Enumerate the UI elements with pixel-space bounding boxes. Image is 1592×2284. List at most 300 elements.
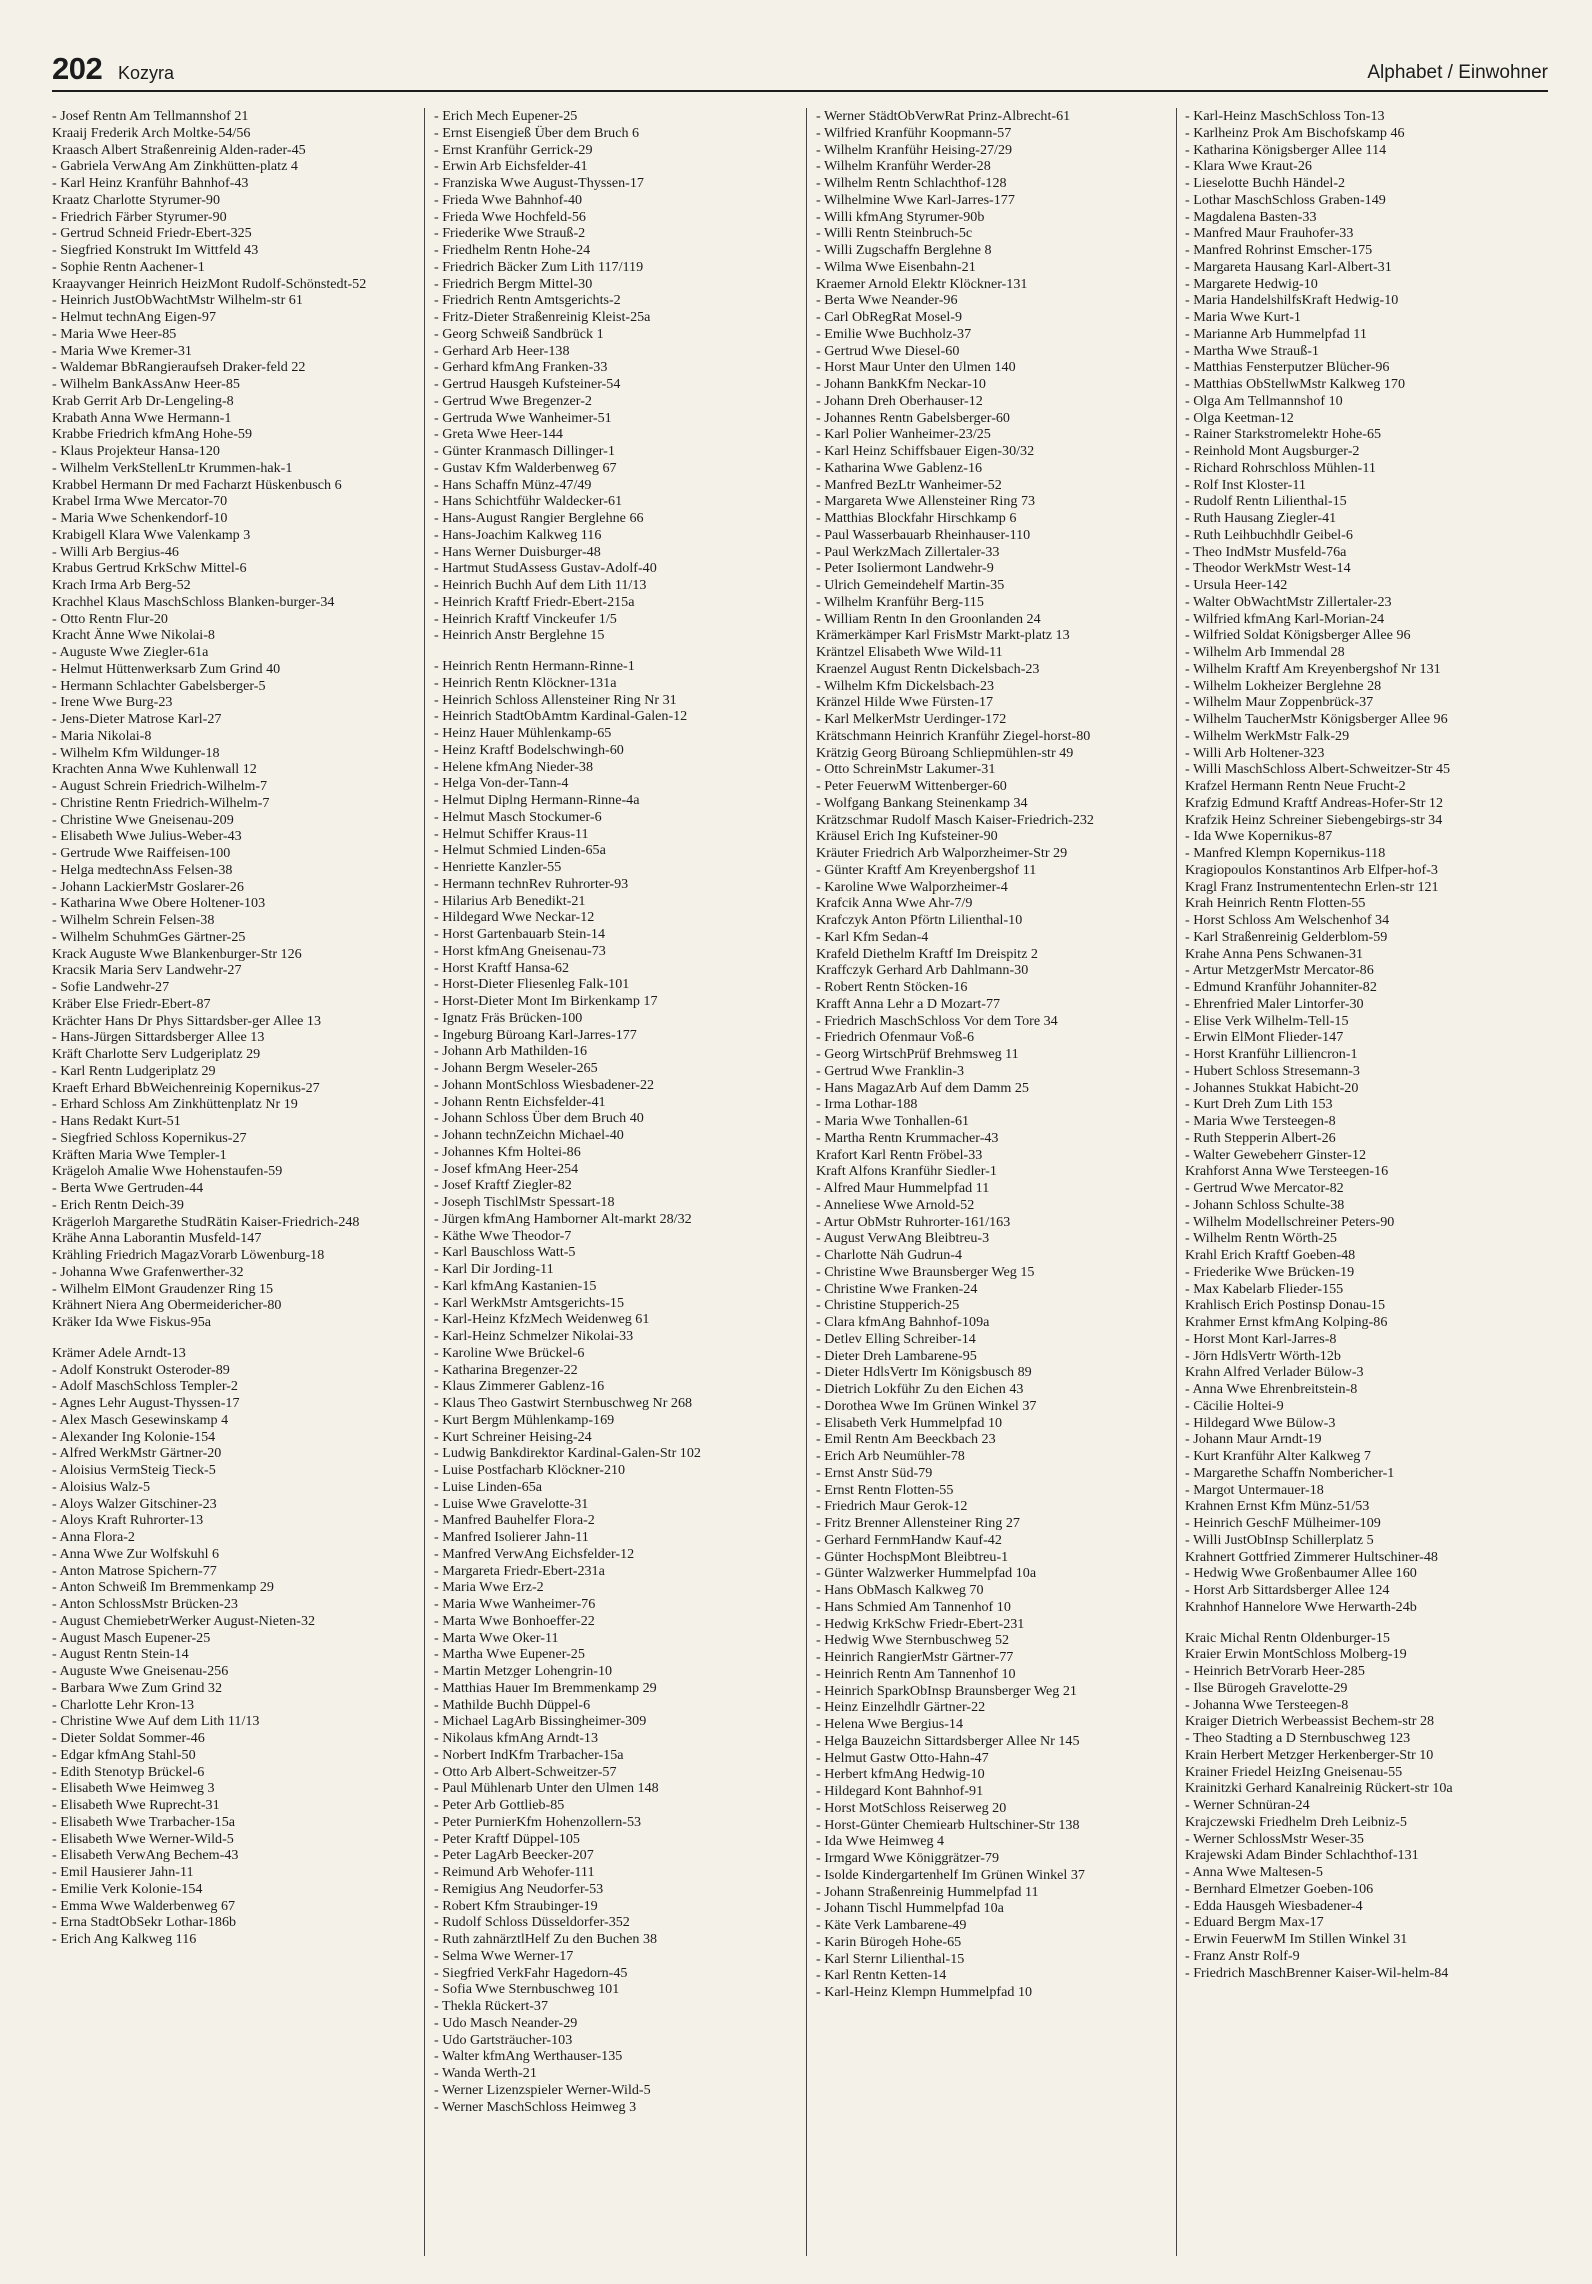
directory-entry: - Ernst Rentn Flotten-55	[816, 1481, 954, 1498]
directory-entry: - Helmut Masch Stockumer-6	[434, 808, 602, 825]
directory-entry: - Anna Wwe Maltesen-5	[1185, 1864, 1323, 1880]
directory-entry: - Heinrich JustObWachtMstr Wilhelm-str 61	[52, 292, 303, 309]
directory-entry: - Mathilde Buchh Düppel-6	[434, 1696, 591, 1713]
directory-entry: - Maria Wwe Kremer-31	[52, 342, 192, 359]
directory-entry: - Matthias Fensterputzer Blücher-96	[1185, 359, 1390, 376]
directory-entry: - Manfred Maur Frauhofer-33	[1185, 225, 1354, 242]
directory-entry: - Johannes Kfm Holtei-86	[434, 1143, 581, 1160]
directory-entry: - Kurt Kranführ Alter Kalkweg 7	[1185, 1448, 1371, 1464]
directory-entry: - Werner MaschSchloss Heimweg 3	[434, 2098, 637, 2115]
directory-entry: - Reinhold Mont Augsburger-2	[1185, 443, 1360, 459]
directory-entry: - Karl MelkerMstr Uerdinger-172	[816, 711, 1007, 727]
directory-entry: - Horst MotSchloss Reiserweg 20	[816, 1799, 1007, 1816]
directory-entry: - Wilhelm Kraftf Am Kreyenbergshof Nr 131	[1185, 660, 1441, 677]
directory-entry: Krab Gerrit Arb Dr-Lengeling-8	[52, 392, 234, 409]
directory-entry: Kracsik Maria Serv Landwehr-27	[52, 962, 242, 979]
directory-entry: - Aloys Kraft Ruhrorter-13	[52, 1512, 204, 1529]
directory-entry: Kräft Charlotte Serv Ludgeriplatz 29	[52, 1046, 261, 1062]
directory-entry: - Karl Polier Wanheimer-23/25	[816, 426, 991, 443]
directory-entry: - Paul Mühlenarb Unter den Ulmen 148	[434, 1780, 659, 1797]
directory-entry: - Paul WerkzMach Zillertaler-33	[816, 543, 1000, 560]
directory-entry: - Horst-Dieter Fliesenleg Falk-101	[434, 976, 630, 993]
directory-entry: - Erwin ElMont Flieder-147	[1185, 1029, 1344, 1046]
column-1	[52, 108, 415, 2256]
directory-entry: - Ernst Anstr Süd-79	[816, 1464, 933, 1481]
directory-entry: - Margot Untermauer-18	[1185, 1481, 1324, 1498]
directory-entry: - Friedrich Ofenmaur Voß-6	[816, 1029, 974, 1046]
directory-entry: - Alfred Maur Hummelpfad 11	[816, 1180, 990, 1196]
directory-entry: - Hans-August Rangier Berglehne 66	[434, 510, 644, 526]
directory-entry: - Johann Straßenreinig Hummelpfad 11	[816, 1883, 1039, 1900]
directory-entry: - Hans Werner Duisburger-48	[434, 543, 601, 560]
directory-entry: - Margareta Hausang Karl-Albert-31	[1185, 258, 1392, 275]
directory-entry: - Kurt Dreh Zum Lith 153	[1185, 1096, 1333, 1113]
directory-entry: - Georg WirtschPrüf Brehmsweg 11	[816, 1046, 1019, 1062]
directory-entry: - Margareta Friedr-Ebert-231a	[434, 1562, 605, 1579]
directory-entry: - Johanna Wwe Tersteegen-8	[1185, 1696, 1349, 1713]
directory-entry: - Otto Arb Albert-Schweitzer-57	[434, 1763, 617, 1780]
directory-entry: - Karl-Heinz Schmelzer Nikolai-33	[434, 1328, 634, 1344]
directory-entry: - Ernst Kranführ Gerrick-29	[434, 141, 593, 158]
directory-entry: - Ulrich Gemeindehelf Martin-35	[816, 577, 1005, 593]
directory-entry: - Remigius Ang Neudorfer-53	[434, 1880, 604, 1897]
directory-entry: - Johann Bergm Weseler-265	[434, 1060, 598, 1076]
directory-entry: - Karlheinz Prok Am Bischofskamp 46	[1185, 124, 1405, 141]
directory-entry: - Johanna Wwe Grafenwerther-32	[52, 1263, 244, 1280]
directory-entry: - Irene Wwe Burg-23	[52, 694, 173, 711]
directory-entry: - Anna Wwe Ehrenbreitstein-8	[1185, 1381, 1358, 1397]
directory-entry: Kraft Alfons Kranführ Siedler-1	[816, 1163, 997, 1180]
directory-entry: - Wilhelm BankAssAnw Heer-85	[52, 376, 240, 392]
directory-entry: Krafzel Hermann Rentn Neue Frucht-2	[1185, 778, 1406, 794]
directory-entry: - Margarethe Schaffn Nombericher-1	[1185, 1464, 1395, 1481]
directory-entry: - Anna Flora-2	[52, 1529, 135, 1545]
directory-entry: - Richard Rohrschloss Mühlen-11	[1185, 459, 1376, 476]
directory-entry: - Hilarius Arb Benedikt-21	[434, 892, 586, 909]
directory-entry: - Theo Stadting a D Sternbuschweg 123	[1185, 1730, 1411, 1746]
directory-entry: - Emil Rentn Am Beeckbach 23	[816, 1431, 996, 1448]
directory-entry: - Hermann technRev Ruhrorter-93	[434, 875, 629, 892]
directory-entry: - Adolf Konstrukt Osteroder-89	[52, 1361, 230, 1378]
directory-entry: - Wilhelm Kfm Dickelsbach-23	[816, 677, 995, 694]
directory-entry: - Johann BankKfm Neckar-10	[816, 376, 986, 392]
directory-entry: - Josef Kraftf Ziegler-82	[434, 1177, 572, 1194]
directory-entry: - Josef kfmAng Heer-254	[434, 1160, 579, 1177]
directory-entry: Krahforst Anna Wwe Tersteegen-16	[1185, 1163, 1389, 1180]
directory-entry: - Elisabeth Verk Hummelpfad 10	[816, 1414, 1003, 1431]
directory-entry: Krähe Anna Laborantin Musfeld-147	[52, 1230, 262, 1247]
directory-entry: - Wilhelm Arb Immendal 28	[1185, 644, 1345, 660]
directory-entry: Krach Irma Arb Berg-52	[52, 577, 191, 593]
column-divider	[806, 108, 807, 2256]
directory-entry: - Christine Stupperich-25	[816, 1297, 960, 1314]
directory-entry: - Horst Schloss Am Welschenhof 34	[1185, 912, 1390, 928]
directory-entry: - Detlev Elling Schreiber-14	[816, 1330, 976, 1347]
directory-entry: - Hildegard Wwe Neckar-12	[434, 909, 595, 926]
directory-entry: - Werner StädtObVerwRat Prinz-Albrecht-61	[816, 108, 1071, 124]
directory-entry: - Marta Wwe Bonhoeffer-22	[434, 1612, 595, 1629]
directory-entry: Krätschmann Heinrich Kranführ Ziegel-horst-80	[816, 727, 1091, 744]
directory-entry: - Rainer Starkstromelektr Hohe-65	[1185, 426, 1382, 443]
directory-entry: - Luise Linden-65a	[434, 1478, 543, 1495]
directory-entry: - Theodor WerkMstr West-14	[1185, 560, 1351, 577]
directory-entry: - Greta Wwe Heer-144	[434, 426, 563, 443]
directory-entry: - Heinrich Rentn Am Tannenhof 10	[816, 1665, 1016, 1682]
directory-entry: Kraier Erwin MontSchloss Molberg-19	[1185, 1646, 1407, 1663]
directory-entry: - Eduard Bergm Max-17	[1185, 1914, 1324, 1931]
directory-entry: - Wilfried Kranführ Koopmann-57	[816, 124, 1012, 141]
directory-entry: - Luise Postfacharb Klöckner-210	[434, 1462, 626, 1478]
directory-entry: Krainer Friedel HeizIng Gneisenau-55	[1185, 1763, 1403, 1780]
directory-entry: - Karoline Wwe Brückel-6	[434, 1344, 585, 1361]
directory-entry: - Lieselotte Buchh Händel-2	[1185, 175, 1346, 191]
directory-entry: - Heinrich Rentn Hermann-Rinne-1	[434, 658, 635, 674]
directory-entry: - Anna Wwe Zur Wolfskuhl 6	[52, 1545, 220, 1562]
directory-entry: Kräusel Erich Ing Kufsteiner-90	[816, 828, 998, 845]
directory-entry: - Wilfried Soldat Königsberger Allee 96	[1185, 627, 1411, 644]
directory-entry: - Henriette Kanzler-55	[434, 859, 562, 875]
directory-entry: Krachten Anna Wwe Kuhlenwall 12	[52, 761, 257, 778]
directory-entry: - Alex Masch Gesewinskamp 4	[52, 1411, 229, 1428]
directory-entry: - Berta Wwe Gertruden-44	[52, 1180, 204, 1196]
directory-entry: - Waldemar BbRangieraufseh Draker-feld 22	[52, 359, 306, 376]
directory-entry: Krahnert Gottfried Zimmerer Hultschiner-48	[1185, 1548, 1438, 1565]
directory-entry: - Peter FeuerwM Wittenberger-60	[816, 778, 1007, 794]
directory-entry: - Christine Wwe Franken-24	[816, 1280, 978, 1297]
directory-entry: - Siegfried VerkFahr Hagedorn-45	[434, 1964, 628, 1981]
directory-entry: - Friederike Wwe Strauß-2	[434, 225, 586, 242]
directory-entry: - Gustav Kfm Walderbenweg 67	[434, 459, 617, 476]
directory-entry: - Erna StadtObSekr Lothar-186b	[52, 1914, 237, 1931]
directory-entry: Kraiger Dietrich Werbeassist Bechem-str 28	[1185, 1713, 1435, 1730]
directory-entry: - Christine Wwe Braunsberger Weg 15	[816, 1263, 1035, 1280]
directory-entry: - Wilhelm Rentn Wörth-25	[1185, 1230, 1337, 1247]
directory-entry: - Erich Arb Neumühler-78	[816, 1448, 965, 1464]
directory-entry: Krajewski Adam Binder Schlachthof-131	[1185, 1847, 1419, 1864]
directory-entry: Krachhel Klaus MaschSchloss Blanken-burger-34	[52, 593, 335, 610]
directory-entry: Krafeld Diethelm Kraftf Im Dreispitz 2	[816, 945, 1038, 962]
directory-entry: - Wilhelm Kranführ Heising-27/29	[816, 141, 1013, 158]
directory-entry: - Helga Von-der-Tann-4	[434, 775, 569, 792]
directory-entry: - Emilie Verk Kolonie-154	[52, 1880, 203, 1897]
directory-entry: - Heinrich GeschF Mülheimer-109	[1185, 1515, 1381, 1531]
directory-entry: Krämer Adele Arndt-13	[52, 1344, 186, 1361]
directory-entry: - Horst-Günter Chemiearb Hultschiner-Str 138	[816, 1816, 1080, 1833]
directory-entry: - Hans-Jürgen Sittardsberger Allee 13	[52, 1029, 265, 1046]
directory-entry: Kraenzel August Rentn Dickelsbach-23	[816, 660, 1040, 677]
directory-entry: - Ruth Leihbuchhdlr Geibel-6	[1185, 526, 1353, 543]
directory-entry: - Emilie Wwe Buchholz-37	[816, 325, 972, 342]
directory-entry: - Peter PurnierKfm Hohenzollern-53	[434, 1813, 642, 1830]
directory-entry: - Dieter Dreh Lambarene-95	[816, 1347, 977, 1364]
directory-entry: - Walter kfmAng Werthauser-135	[434, 2048, 623, 2065]
directory-entry: - Walter ObWachtMstr Zillertaler-23	[1185, 593, 1392, 610]
directory-entry: - Franz Anstr Rolf-9	[1185, 1947, 1300, 1964]
directory-entry: - Friedhelm Rentn Hohe-24	[434, 242, 591, 258]
directory-entry: Krabbel Hermann Dr med Facharzt Hüskenbusch 6	[52, 476, 342, 493]
directory-entry: Kraemer Arnold Elektr Klöckner-131	[816, 275, 1028, 292]
directory-entry: - Wilhelm Lokheizer Berglehne 28	[1185, 677, 1382, 694]
directory-entry: - Otto Rentn Flur-20	[52, 610, 168, 627]
directory-entry: - Wilhelm Kranführ Werder-28	[816, 158, 991, 175]
directory-entry: - Maria Wwe Erz-2	[434, 1579, 544, 1596]
directory-entry: Krabel Irma Wwe Mercator-70	[52, 493, 228, 510]
entry-gap	[434, 644, 797, 658]
directory-entry: - Theo IndMstr Musfeld-76a	[1185, 543, 1347, 560]
directory-entry: - Maria Nikolai-8	[52, 727, 152, 744]
directory-entry: - Manfred BezLtr Wanheimer-52	[816, 476, 1002, 493]
directory-entry: - Matthias Blockfahr Hirschkamp 6	[816, 510, 1017, 526]
directory-entry: Krahn Alfred Verlader Bülow-3	[1185, 1364, 1364, 1381]
directory-entry: - Erich Mech Eupener-25	[434, 108, 578, 124]
directory-entry: - Günter HochspMont Bleibtreu-1	[816, 1548, 1009, 1565]
directory-entry: - Wilhelm ElMont Graudenzer Ring 15	[52, 1280, 274, 1297]
directory-entry: - Gertrud Wwe Bregenzer-2	[434, 392, 592, 409]
directory-entry: - Karl-Heinz Klempn Hummelpfad 10	[816, 1984, 1033, 2000]
directory-entry: - Carl ObRegRat Mosel-9	[816, 309, 963, 325]
directory-entry: - Gertrude Wwe Raiffeisen-100	[52, 845, 231, 861]
directory-entry: - Johann Schloss Schulte-38	[1185, 1196, 1345, 1213]
directory-entry: - Karl Sternr Lilienthal-15	[816, 1950, 965, 1967]
directory-entry: - Selma Wwe Werner-17	[434, 1947, 574, 1964]
directory-entry: - Wilhelm VerkStellenLtr Krummen-hak-1	[52, 459, 293, 476]
directory-entry: - Rudolf Rentn Lilienthal-15	[1185, 493, 1347, 510]
directory-entry: - Gerhard FernmHandw Kauf-42	[816, 1531, 1002, 1548]
directory-entry: - Ruth Hausang Ziegler-41	[1185, 510, 1337, 526]
directory-entry: - Manfred Bauhelfer Flora-2	[434, 1512, 595, 1529]
directory-entry: - Fritz Brenner Allensteiner Ring 27	[816, 1515, 1020, 1531]
directory-entry: - Horst Kraftf Hansa-62	[434, 959, 570, 976]
directory-entry: - Peter Arb Gottlieb-85	[434, 1797, 565, 1813]
directory-entry: - Karl Kfm Sedan-4	[816, 928, 929, 945]
directory-entry: - Horst kfmAng Gneisenau-73	[434, 942, 606, 959]
directory-entry: - Wanda Werth-21	[434, 2065, 537, 2081]
directory-entry: - Wilhelm Schrein Felsen-38	[52, 912, 215, 928]
directory-entry: - Willi MaschSchloss Albert-Schweitzer-Str 45	[1185, 761, 1451, 778]
directory-entry: Krahe Anna Pens Schwanen-31	[1185, 945, 1364, 962]
directory-entry: - Wilhelm WerkMstr Falk-29	[1185, 727, 1350, 744]
directory-entry: - Luise Wwe Gravelotte-31	[434, 1495, 589, 1512]
directory-entry: - Adolf MaschSchloss Templer-2	[52, 1378, 238, 1395]
directory-entry: - Maria Wwe Heer-85	[52, 325, 177, 342]
directory-entry: - Reimund Arb Wehofer-111	[434, 1864, 595, 1880]
directory-entry: Kragiopoulos Konstantinos Arb Elfper-hof-3	[1185, 861, 1438, 878]
directory-entry: Kraaij Frederik Arch Moltke-54/56	[52, 124, 251, 141]
directory-entry: - Martha Wwe Eupener-25	[434, 1646, 585, 1663]
directory-entry: - Ruth Stepperin Albert-26	[1185, 1129, 1336, 1146]
directory-entry: - Hedwig KrkSchw Friedr-Ebert-231	[816, 1615, 1025, 1632]
directory-entry: - Edith Stenotyp Brückel-6	[52, 1763, 205, 1780]
directory-entry: - Elisabeth Wwe Heimweg 3	[52, 1780, 215, 1797]
directory-entry: - Aloisius VermSteig Tieck-5	[52, 1462, 216, 1478]
directory-entry: - Friedrich MaschBrenner Kaiser-Wil-helm-84	[1185, 1964, 1449, 1981]
directory-entry: - Johann Schloss Über dem Bruch 40	[434, 1110, 644, 1127]
directory-entry: - Edda Hausgeh Wiesbadener-4	[1185, 1897, 1363, 1914]
directory-entry: Krajczewski Friedhelm Dreh Leibniz-5	[1185, 1813, 1407, 1830]
directory-entry: - Karl Heinz Kranführ Bahnhof-43	[52, 175, 249, 191]
directory-entry: - Willi kfmAng Styrumer-90b	[816, 208, 985, 225]
directory-entry: - Ernst Eisengieß Über dem Bruch 6	[434, 124, 640, 141]
entry-gap	[1185, 1616, 1548, 1630]
directory-entry: - Ingeburg Büroang Karl-Jarres-177	[434, 1026, 637, 1043]
directory-entry: - Horst Mont Karl-Jarres-8	[1185, 1330, 1337, 1347]
directory-entry: - Peter Isoliermont Landwehr-9	[816, 560, 994, 577]
directory-entry: - Kurt Bergm Mühlenkamp-169	[434, 1411, 615, 1428]
directory-entry: - Klaus Theo Gastwirt Sternbuschweg Nr 268	[434, 1395, 693, 1411]
directory-entry: Krabus Gertrud KrkSchw Mittel-6	[52, 560, 247, 577]
directory-entry: - Heinrich SparkObInsp Braunsberger Weg 21	[816, 1682, 1077, 1699]
directory-entry: - Hans Schaffn Münz-47/49	[434, 476, 592, 493]
directory-entry: - Johann MontSchloss Wiesbadener-22	[434, 1076, 655, 1093]
directory-entry: - Horst-Dieter Mont Im Birkenkamp 17	[434, 993, 658, 1009]
directory-entry: - Horst Kranführ Lilliencron-1	[1185, 1046, 1358, 1062]
directory-entry: - Hildegard Kont Bahnhof-91	[816, 1783, 984, 1799]
directory-entry: - Frieda Wwe Hochfeld-56	[434, 208, 586, 225]
directory-entry: - Willi Zugschaffn Berglehne 8	[816, 242, 992, 258]
directory-entry: Krägeloh Amalie Wwe Hohenstaufen-59	[52, 1163, 283, 1180]
directory-entry: - Erwin Arb Eichsfelder-41	[434, 158, 588, 175]
directory-entry: Kräften Maria Wwe Templer-1	[52, 1146, 227, 1163]
directory-entry: - Helga medtechnAss Felsen-38	[52, 861, 233, 878]
directory-entry: - Robert Rentn Stöcken-16	[816, 979, 968, 995]
directory-entry: - Johann LackierMstr Goslarer-26	[52, 878, 244, 895]
directory-entry: - Frieda Wwe Bahnhof-40	[434, 191, 583, 208]
directory-entry: - Anton Matrose Spichern-77	[52, 1562, 217, 1579]
directory-entry: - Katharina Bregenzer-22	[434, 1361, 578, 1378]
directory-entry: - Gertrud Wwe Mercator-82	[1185, 1180, 1344, 1196]
directory-entry: - Johann Tischl Hummelpfad 10a	[816, 1900, 1004, 1917]
directory-entry: - Katharina Wwe Obere Holtener-103	[52, 895, 266, 912]
directory-entry: Kraeft Erhard BbWeichenreinig Kopernikus-27	[52, 1079, 320, 1096]
directory-entry: - Rudolf Schloss Düsseldorfer-352	[434, 1914, 630, 1931]
directory-entry: - Isolde Kindergartenhelf Im Grünen Winkel 37	[816, 1866, 1085, 1883]
directory-entry: - Ehrenfried Maler Lintorfer-30	[1185, 995, 1364, 1012]
directory-entry: Kraatz Charlotte Styrumer-90	[52, 191, 221, 208]
directory-entry: - Hans MagazArb Auf dem Damm 25	[816, 1079, 1029, 1096]
directory-entry: - Gertrud Wwe Diesel-60	[816, 342, 960, 359]
directory-entry: - Ursula Heer-142	[1185, 577, 1288, 593]
directory-entry: Krähling Friedrich MagazVorarb Löwenburg-18	[52, 1247, 325, 1263]
directory-entry: Kraic Michal Rentn Oldenburger-15	[1185, 1629, 1390, 1646]
directory-entry: - Artur ObMstr Ruhrorter-161/163	[816, 1213, 1011, 1230]
directory-entry: - Wilhelm TaucherMstr Königsberger Allee 96	[1185, 711, 1448, 727]
directory-entry: - Christine Wwe Auf dem Lith 11/13	[52, 1713, 260, 1730]
directory-entry: - Thekla Rückert-37	[434, 1998, 549, 2014]
directory-entry: - Erich Ang Kalkweg 116	[52, 1931, 197, 1947]
directory-entry: Krain Herbert Metzger Herkenberger-Str 10	[1185, 1746, 1434, 1763]
directory-entry: - Katharina Königsberger Allee 114	[1185, 141, 1387, 158]
directory-entry: - Klaus Projekteur Hansa-120	[52, 443, 220, 459]
directory-entry: - Werner Lizenzspieler Werner-Wild-5	[434, 2081, 651, 2098]
directory-entry: - Wilfried kfmAng Karl-Morian-24	[1185, 610, 1385, 627]
directory-entry: Krämerkämper Karl FrisMstr Markt-platz 13	[816, 627, 1070, 644]
directory-entry: - Otto SchreinMstr Lakumer-31	[816, 761, 996, 778]
directory-entry: - Heinrich Kraftf Vinckeufer 1/5	[434, 610, 617, 627]
directory-entry: - Friedrich Maur Gerok-12	[816, 1498, 968, 1515]
directory-entry: - Ruth zahnärztlHelf Zu den Buchen 38	[434, 1931, 658, 1947]
directory-entry: - Norbert IndKfm Trarbacher-15a	[434, 1746, 624, 1763]
directory-entry: Krabath Anna Wwe Hermann-1	[52, 409, 232, 426]
directory-entry: - Heinrich RangierMstr Gärtner-77	[816, 1649, 1014, 1665]
directory-entry: - Paul Wasserbauarb Rheinhauser-110	[816, 526, 1031, 543]
running-head-name: Kozyra	[118, 63, 175, 83]
directory-entry: Krafcik Anna Wwe Ahr-7/9	[816, 895, 973, 912]
directory-entry: - Robert Kfm Straubinger-19	[434, 1897, 598, 1914]
directory-entry: - Auguste Wwe Ziegler-61a	[52, 644, 209, 660]
directory-entry: Kraasch Albert Straßenreinig Alden-rader-45	[52, 141, 306, 158]
directory-entry: Krafzig Edmund Kraftf Andreas-Hofer-Str 12	[1185, 794, 1444, 811]
directory-entry: - Alexander Ing Kolonie-154	[52, 1428, 216, 1445]
directory-entry: - Matthias ObStellwMstr Kalkweg 170	[1185, 376, 1405, 392]
directory-entry: - Magdalena Basten-33	[1185, 208, 1317, 225]
directory-entry: - Matthias Hauer Im Bremmenkamp 29	[434, 1679, 657, 1696]
column-4	[1185, 108, 1548, 2256]
directory-entry: - Friedrich Rentn Amtsgerichts-2	[434, 292, 621, 309]
directory-entry: Krägerloh Margarethe StudRätin Kaiser-Friedrich-248	[52, 1213, 360, 1230]
directory-entry: - Marta Wwe Oker-11	[434, 1629, 559, 1646]
page-number: 202	[52, 51, 103, 86]
directory-entry: - Wilma Wwe Eisenbahn-21	[816, 258, 976, 275]
directory-entry: Kragl Franz Instrumententechn Erlen-str 121	[1185, 878, 1439, 895]
directory-entry: - Hedwig Wwe Sternbuschweg 52	[816, 1632, 1010, 1649]
directory-entry: - Dietrich Lokführ Zu den Eichen 43	[816, 1381, 1024, 1397]
directory-entry: - Käthe Wwe Theodor-7	[434, 1227, 572, 1244]
directory-entry: Krah Heinrich Rentn Flotten-55	[1185, 895, 1366, 912]
directory-entry: - Rolf Inst Kloster-11	[1185, 476, 1306, 493]
directory-entry: - Günter Walzwerker Hummelpfad 10a	[816, 1565, 1037, 1582]
directory-entry: - Anton SchlossMstr Brücken-23	[52, 1596, 238, 1612]
directory-entry: - Olga Am Tellmannshof 10	[1185, 392, 1343, 409]
directory-entry: - Aloys Walzer Gitschiner-23	[52, 1495, 217, 1512]
directory-entry: - Karl kfmAng Kastanien-15	[434, 1277, 597, 1294]
entry-gap	[52, 1331, 415, 1345]
directory-entry: - Emma Wwe Walderbenweg 67	[52, 1897, 236, 1914]
directory-entry: - Wilhelm SchuhmGes Gärtner-25	[52, 928, 246, 945]
directory-entry: - Willi Arb Holtener-323	[1185, 744, 1325, 761]
directory-entry: - Martin Metzger Lohengrin-10	[434, 1663, 613, 1679]
directory-entry: Kraayvanger Heinrich HeizMont Rudolf-Schönstedt-52	[52, 275, 367, 292]
directory-entry: Krafft Anna Lehr a D Mozart-77	[816, 995, 1001, 1012]
directory-entry: - Udo Masch Neander-29	[434, 2014, 578, 2031]
directory-entry: - Wolfgang Bankang Steinenkamp 34	[816, 794, 1028, 811]
directory-entry: - Hildegard Wwe Bülow-3	[1185, 1414, 1336, 1431]
directory-entry: - Friedrich Färber Styrumer-90	[52, 208, 227, 225]
directory-entry: - Lothar MaschSchloss Graben-149	[1185, 191, 1386, 208]
directory-entry: - Elisabeth Wwe Julius-Weber-43	[52, 828, 242, 845]
section-title: Alphabet / Einwohner	[1367, 62, 1548, 83]
directory-entry: Krahnen Ernst Kfm Münz-51/53	[1185, 1498, 1370, 1515]
directory-entry: - Karl WerkMstr Amtsgerichts-15	[434, 1294, 625, 1311]
directory-entry: - Siegfried Schloss Kopernikus-27	[52, 1129, 247, 1146]
directory-entry: - Horst Maur Unter den Ulmen 140	[816, 359, 1016, 376]
directory-entry: - Gertruda Wwe Wanheimer-51	[434, 409, 612, 426]
directory-entry: - Michael LagArb Bissingheimer-309	[434, 1713, 647, 1730]
column-3	[816, 108, 1179, 2256]
directory-entry: - Marianne Arb Hummelpfad 11	[1185, 325, 1367, 342]
directory-entry: - Jürgen kfmAng Hamborner Alt-markt 28/32	[434, 1210, 692, 1227]
directory-entry: - Irma Lothar-188	[816, 1096, 918, 1113]
directory-entry: - Klara Wwe Kraut-26	[1185, 158, 1312, 175]
directory-entry: - Sofie Landwehr-27	[52, 979, 170, 995]
directory-entry: - Maria Wwe Kurt-1	[1185, 309, 1301, 325]
directory-entry: - Agnes Lehr August-Thyssen-17	[52, 1395, 240, 1411]
directory-entry: Kracht Änne Wwe Nikolai-8	[52, 627, 215, 644]
directory-entry: - Friederike Wwe Brücken-19	[1185, 1263, 1355, 1280]
directory-entry: Krabigell Klara Wwe Valenkamp 3	[52, 526, 251, 543]
directory-entry: - Günter Kranmasch Dillinger-1	[434, 443, 615, 459]
directory-entry: - Hans Schichtführ Waldecker-61	[434, 493, 623, 510]
column-2	[434, 108, 797, 2256]
